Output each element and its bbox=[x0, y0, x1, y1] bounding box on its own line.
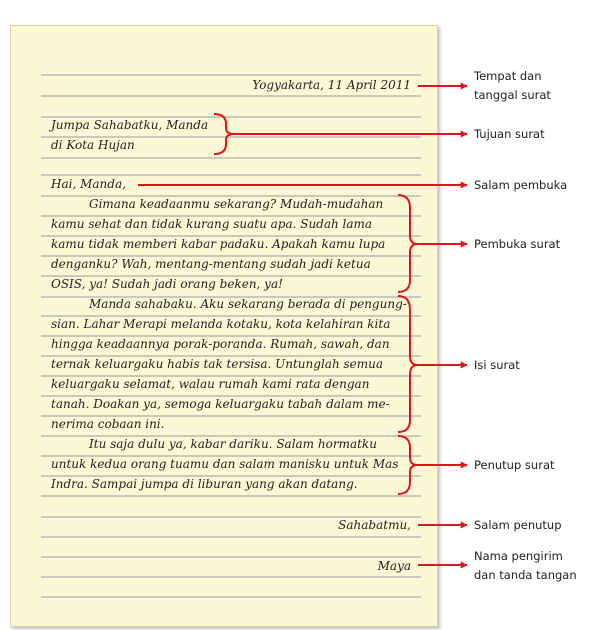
brace-body bbox=[398, 296, 418, 432]
body-line: sian. Lahar Merapi melanda kotaku, kota kelahiran kita bbox=[51, 317, 391, 331]
letter-greeting: Hai, Manda, bbox=[51, 177, 126, 191]
label-sender bbox=[474, 547, 598, 585]
recipient-line: Jumpa Sahabatku, Manda bbox=[51, 118, 209, 132]
closing-line: Indra. Sampai jumpa di liburan yang akan datang. bbox=[51, 477, 358, 491]
opening-line: OSIS, ya! Sudah jadi orang beken, ya! bbox=[51, 277, 283, 291]
closing-line: untuk kedua orang tuamu dan salam manisku untuk Mas bbox=[51, 457, 399, 471]
opening-line: denganku? Wah, mentang-mentang sudah jadi ketua bbox=[51, 257, 371, 271]
label-line: tanggal surat bbox=[474, 88, 551, 102]
body-line: Manda sahabaku. Aku sekarang berada di pengung- bbox=[89, 297, 407, 311]
body-line: nerima cobaan ini. bbox=[51, 417, 165, 431]
letter-sign-off: Sahabatmu, bbox=[338, 518, 411, 532]
label-purpose: Tujuan surat bbox=[474, 127, 545, 141]
letter-date-line: Yogyakarta, 11 April 2011 bbox=[252, 78, 411, 92]
opening-line: kamu sehat dan tidak kurang suatu apa. Sudah lama bbox=[51, 217, 373, 231]
brace-purpose bbox=[214, 114, 234, 154]
body-line: tanah. Doakan ya, semoga keluargaku tabah dalam me- bbox=[51, 397, 390, 411]
letter-signature: Maya bbox=[377, 559, 411, 573]
body-line: ternak keluargaku habis tak tersisa. Untunglah semua bbox=[51, 357, 384, 371]
label-line: dan tanda tangan bbox=[474, 568, 577, 582]
body-line: keluargaku selamat, walau rumah kami rata dengan bbox=[51, 377, 370, 391]
opening-line: Gimana keadaanmu sekarang? Mudah-mudahan bbox=[89, 197, 384, 211]
label-opening: Pembuka surat bbox=[474, 237, 561, 251]
closing-line: Itu saja dulu ya, kabar dariku. Salam hormatku bbox=[89, 437, 377, 451]
label-closing: Penutup surat bbox=[474, 458, 555, 472]
body-line: hingga keadaannya porak-poranda. Rumah, sawah, dan bbox=[51, 337, 390, 351]
label-greeting: Salam pembuka bbox=[474, 178, 568, 192]
recipient-line: di Kota Hujan bbox=[51, 138, 135, 152]
label-place-date bbox=[474, 67, 598, 105]
brace-closing bbox=[398, 436, 418, 494]
label-line: Tempat dan bbox=[474, 69, 542, 83]
label-line: Nama pengirim bbox=[474, 549, 563, 563]
label-body: Isi surat bbox=[474, 358, 520, 372]
brace-opening bbox=[398, 195, 418, 292]
opening-line: kamu tidak memberi kabar padaku. Apakah kamu lupa bbox=[51, 237, 386, 251]
label-sign-off: Salam penutup bbox=[474, 518, 562, 532]
